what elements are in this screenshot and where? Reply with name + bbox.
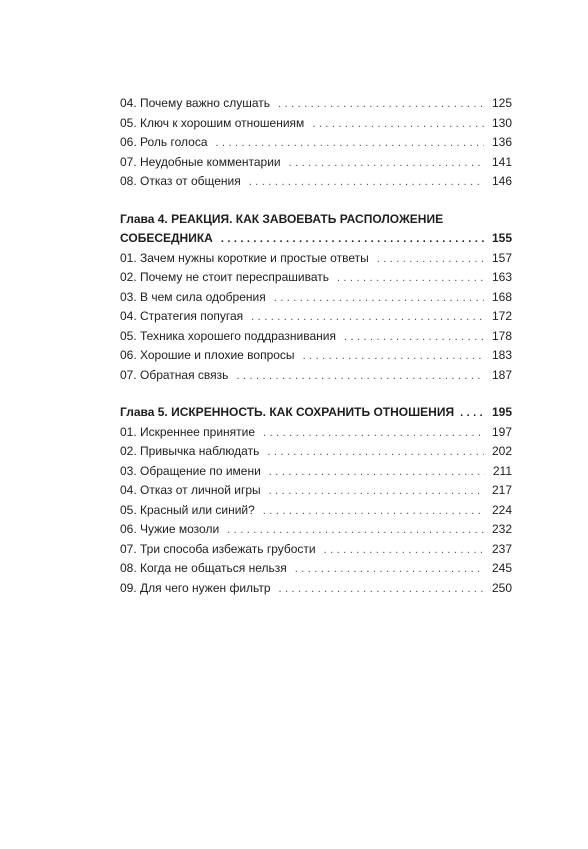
leader-dots [269,463,485,483]
toc-entry [120,268,512,288]
toc-entry [120,346,512,366]
toc-entry-title: 07. Три способа избежать грубости [120,541,316,556]
leader-dots [303,347,484,367]
toc-entry-title: 09. Для чего нужен фильтр [120,580,271,595]
leader-dots [249,173,484,193]
toc-entry-page: 172 [491,309,512,323]
toc-entry-title: 03. Обращение по имени [120,463,261,478]
leader-dots [236,367,484,387]
chapter-5-page: 195 [491,405,512,419]
toc-entry [120,520,512,540]
toc-entry-page: 250 [491,580,512,595]
toc-entry [120,172,512,192]
leader-dots [278,95,484,115]
toc-entry-title: 06. Чужие мозоли [120,522,220,536]
toc-entry-page: 125 [491,96,512,110]
toc-entry [120,307,512,327]
toc-entry [120,501,512,521]
toc-entry-page: 224 [491,502,512,517]
leader-dots [221,230,484,250]
toc-entry-title: 02. Почему не стоит переспрашивать [120,270,329,284]
toc-entry [120,540,512,560]
section-top-entries [120,94,512,192]
toc-entry [120,153,512,173]
toc-entry-page: 232 [491,522,512,536]
leader-dots [324,541,484,561]
toc-entry-title: 08. Отказ от общения [120,174,241,188]
toc-entry-title: 01. Зачем нужны короткие и простые ответы [120,250,369,265]
toc-entry-page: 157 [491,250,512,265]
leader-dots [227,521,484,541]
toc-entry-page: 183 [491,348,512,362]
toc-entry-page: 178 [491,328,512,343]
toc-entry-page: 202 [491,444,512,458]
leader-dots [460,404,486,424]
toc-entry-page: 197 [491,424,512,439]
toc-entry [120,94,512,114]
toc-entry-page: 211 [492,463,512,478]
leader-dots [289,154,484,174]
toc-entry [120,442,512,462]
toc-entry [120,249,512,269]
toc-entry-title: 07. Обратная связь [120,367,229,382]
toc-entry-page: 217 [491,483,512,497]
toc-entry [120,579,512,599]
toc-entry-title: 06. Роль голоса [120,135,208,149]
table-of-contents [120,94,512,598]
chapter-5-heading [120,403,512,423]
chapter-4-entries [120,249,512,386]
toc-entry-page: 130 [491,115,512,130]
toc-entry [120,133,512,153]
chapter-4-heading-line2-row [120,229,512,249]
leader-dots [274,289,484,309]
toc-entry-page: 168 [491,289,512,304]
chapter-4-heading-line1: Глава 4. РЕАКЦИЯ. КАК ЗАВОЕВАТЬ РАСПОЛОЖЕНИЕ [120,211,444,226]
toc-entry [120,462,512,482]
leader-dots [216,134,484,154]
toc-entry [120,481,512,501]
toc-entry-title: 05. Красный или синий? [120,502,255,517]
toc-entry [120,559,512,579]
leader-dots [279,580,484,600]
toc-entry [120,288,512,308]
toc-entry [120,114,512,134]
leader-dots [267,443,484,463]
leader-dots [295,560,484,580]
toc-entry-title: 02. Привычка наблюдать [120,444,260,458]
toc-entry-title: 05. Техника хорошего поддразнивания [120,328,336,343]
toc-entry-page: 163 [491,270,512,284]
leader-dots [377,250,484,270]
toc-entry-page: 136 [491,135,512,149]
toc-entry-page: 146 [491,174,512,188]
leader-dots [263,424,484,444]
toc-entry-title: 06. Хорошие и плохие вопросы [120,348,295,362]
leader-dots [269,482,484,502]
toc-entry [120,327,512,347]
toc-entry [120,366,512,386]
leader-dots [344,328,484,348]
toc-entry-title: 04. Отказ от личной игры [120,483,261,497]
toc-entry-title: 08. Когда не общаться нельзя [120,561,287,575]
toc-entry-title: 07. Неудобные комментарии [120,154,281,169]
chapter-4-heading [120,210,512,249]
leader-dots [251,308,484,328]
chapter-5-heading-text: Глава 5. ИСКРЕННОСТЬ. КАК СОХРАНИТЬ ОТНОШЕНИЯ [120,405,455,419]
leader-dots [263,502,484,522]
toc-entry-title: 04. Почему важно слушать [120,96,271,110]
toc-entry-page: 245 [491,561,512,575]
toc-entry-page: 237 [491,541,512,556]
toc-entry-page: 141 [491,154,512,169]
toc-entry [120,423,512,443]
toc-entry-title: 03. В чем сила одобрения [120,289,266,304]
toc-entry-title: 04. Стратегия попугая [120,309,244,323]
toc-entry-title: 01. Искреннее принятие [120,424,256,439]
leader-dots [312,115,484,135]
toc-entry-page: 187 [491,367,512,382]
chapter-5-entries [120,423,512,599]
toc-entry-title: 05. Ключ к хорошим отношениям [120,115,305,130]
leader-dots [337,269,484,289]
chapter-4-page: 155 [491,231,512,245]
chapter-4-heading-line2: СОБЕСЕДНИКА [120,231,213,245]
